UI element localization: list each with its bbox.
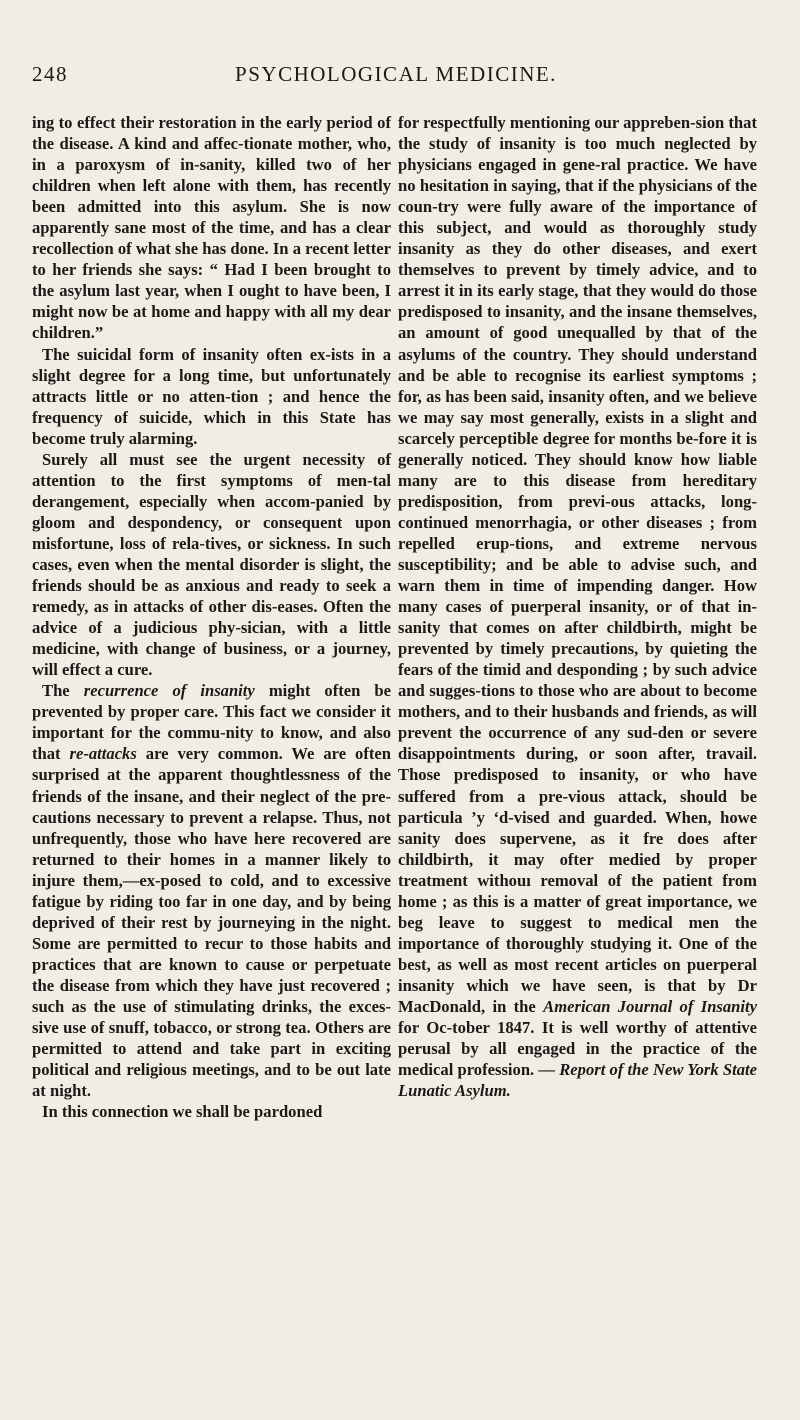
running-title: PSYCHOLOGICAL MEDICINE. [235,62,557,86]
text-run: might often be prevented by proper care. This fact we consider it important for the commu-nity to know, and also that [32,681,392,764]
journal-title: American Journal of Insanity [543,996,757,1016]
page-number: 248 [32,62,68,86]
source-citation: Report of the New York State Lunatic Asylum. [398,1060,757,1101]
text-run: are very common. We are often surprised at the apparent thoughtlessness of the friends of the insane, and their neglect of the pre-cautions necessary to prevent a relapse. Thus, not unfrequently, those who have here recovered are returned to their homes in a manner likely to injure them,—ex-posed to cold, and to excessive fatigue by riding too far in one day, and by being deprived of their rest by journeying in the night. Some are permitted to recur to those habits and practices that are known to cause or perpetuate the disease from which they have just recovered ; such as the use of stimulating drinks, the exces-sive use of snuff, tobacco, or strong tea. Others are permitted to attend and take part in exciting political and religious meetings, and to be out late at night. [32,744,391,1101]
paragraph: In this connection we shall be pardoned [42,1102,323,1122]
text-run: The [42,681,70,701]
paragraph [32,680,391,1101]
paragraph: ing to effect their restoration in the early period of the disease. A kind and affec-tionate mother, who, in a paroxysm of in-sanity, killed two of her children when left alone with them, has recently been admitted into this asylum. She is now apparently sane most of the time, and has a clear recollection of what she has done. In a recent letter to her friends she says: “ Had I been brought to the asylum last year, when I ought to have been, I might now be at home and happy with all my dear children.” [32,113,391,343]
text-run: for Oc-tober 1847. It is well worthy of attentive perusal by all engaged in the practice of the medical profession. — [398,1018,757,1080]
paragraph [398,112,757,1101]
paragraph: Surely all must see the urgent necessity of attention to the first symptoms of men-tal derangement, especially when accom-panied by gloom and despondency, or consequent upon misfortune, loss of rela-tives, or sickness. In such cases, even when the mental disorder is slight, the friends should be as anxious and ready to seek a remedy, as in attacks of other dis-eases. Often the advice of a judicious phy-sician, with a little medicine, with change of business, or a journey, will effect a cure. [32,449,391,680]
paragraph: The suicidal form of insanity often ex-ists in a slight degree for a long time, but unfortunately attracts little or no atten-tion ; and hence the frequency of suicide, which in this State has become truly alarming. [32,344,391,448]
right-column [398,112,757,1101]
text-run: for respectfully mentioning our appreben-sion that the study of insanity is too much neglected by physicians engaged in gene-ral practice. We have no hesitation in saying, that if the physicians of the coun-try were fully aware of the importance of this subject, and would as thoroughly study insanity as they do other diseases, and exert themselves to prevent by timely advice, and to arrest it in its early stage, that they would do those predisposed to insanity, and the insane themselves, an amount of good unequalled by that of the asylums of the country. They should understand and be able to recognise its earliest symptoms ; for, as has been said, insanity often, and we believe we may say most generally, exists in a slight and scarcely perceptible degree for months be-fore it is generally noticed. They should know how liable many are to this disease from hereditary predisposition, from previ-ous attacks, long-continued menorrhagia, or other diseases ; from repelled erup-tions, and extreme nervous susceptibility; and be able to advise such, and warn them in time of impending danger. How many cases of puerperal insanity, or of that in-sanity that comes on after childbirth, might be prevented by timely precautions, by quieting the fears of the timid and desponding ; by such advice and sugges-tions to those who are about to become mothers, and to their husbands and friends, as will prevent the occurrence of any sud-den or severe disappointments during, or soon after, travail. Those predisposed to insanity, or who have suffered from a pre-vious attack, should be particula ’y ‘d-vised and guarded. When, howe sanity does supervene, as it fre does after childbirth, it may ofter medied by proper treatment withouı removal of the patient from home ; as this is a matter of great importance, we beg leave to suggest to medical men the importance of thoroughly studying it. One of the best, as well as most recent articles on puerperal insanity which we have seen, is that by Dr MacDonald, in the [398,113,757,1016]
page-header [32,62,760,92]
left-column [32,112,391,1122]
italic-phrase: recurrence of insanity [83,681,255,701]
italic-phrase: re-attacks [69,744,137,764]
